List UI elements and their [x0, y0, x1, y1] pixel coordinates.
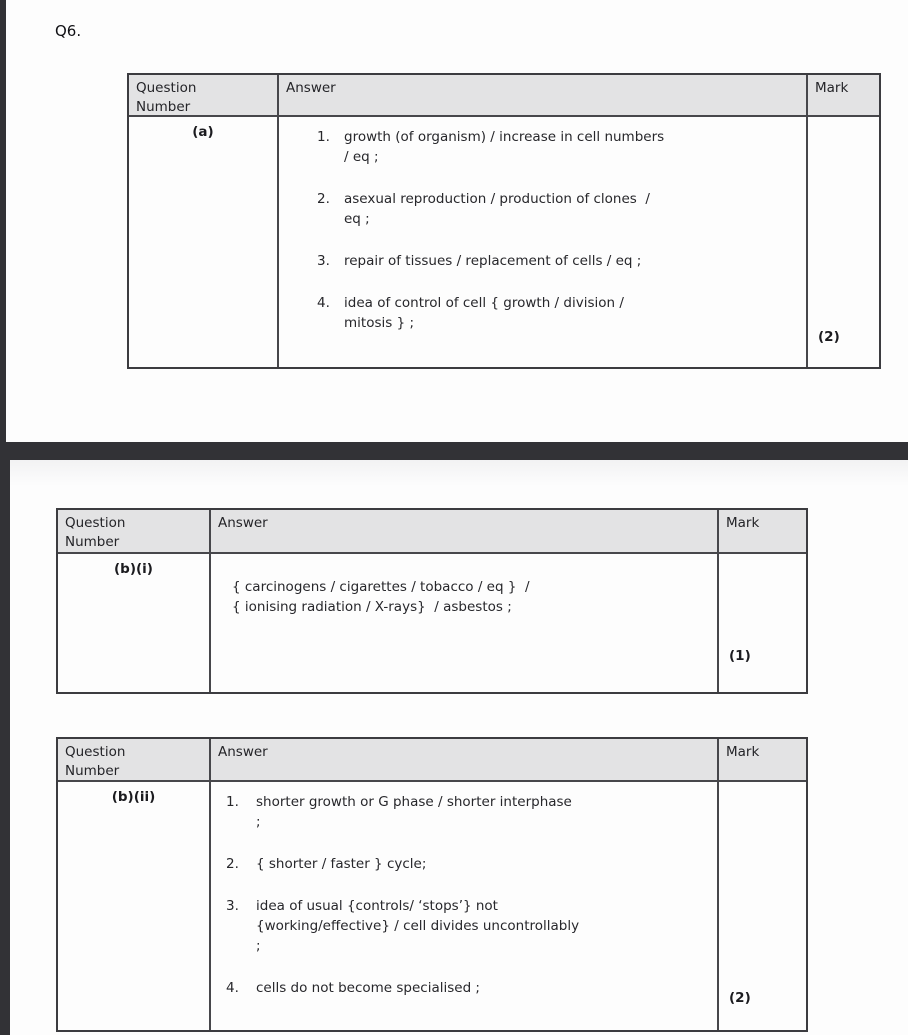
answer-item-number: 3. — [317, 253, 330, 269]
column-header-question-number: Question Number — [58, 739, 211, 782]
answer-item-number: 1. — [317, 129, 330, 145]
answer-item-text: growth (of organism) / increase in cell numbers / eq ; — [344, 129, 665, 165]
answer-item-number: 1. — [226, 794, 239, 810]
answer-item — [226, 854, 717, 874]
answer-item-text: repair of tissues / replacement of cells / eq ; — [344, 253, 642, 269]
mark-cell: (1) — [729, 648, 751, 664]
answer-item — [317, 293, 806, 333]
column-header-mark: Mark — [808, 75, 879, 117]
column-header-question-number: Question Number — [129, 75, 279, 117]
mark-scheme-table-bi — [56, 508, 808, 694]
question-number-cell: (b)(ii) — [58, 782, 211, 1030]
answer-list — [211, 782, 717, 998]
column-header-mark: Mark — [719, 739, 806, 782]
answer-line: { carcinogens / cigarettes / tobacco / eq } / — [232, 579, 530, 595]
answer-item-number: 2. — [226, 856, 239, 872]
page-2 — [10, 460, 908, 1035]
answer-item — [317, 251, 806, 271]
answer-item-number: 2. — [317, 191, 330, 207]
answer-item — [317, 127, 806, 167]
answer-item-text: shorter growth or G phase / shorter interphase ; — [256, 794, 572, 830]
answer-item-number: 3. — [226, 898, 239, 914]
answer-item — [226, 792, 717, 832]
column-header-answer: Answer — [279, 75, 808, 117]
answer-line: { ionising radiation / X-rays} / asbestos ; — [232, 599, 512, 615]
mark-cell: (2) — [729, 990, 751, 1006]
answer-cell — [211, 782, 719, 1030]
answer-item — [317, 189, 806, 229]
mark-cell: (2) — [818, 329, 840, 345]
question-label: Q6. — [55, 22, 82, 40]
question-number-cell: (a) — [129, 117, 279, 367]
question-number-cell: (b)(i) — [58, 554, 211, 692]
mark-scheme-table-a — [127, 73, 881, 369]
column-header-question-number: Question Number — [58, 510, 211, 554]
answer-item-text: asexual reproduction / production of clones / eq ; — [344, 191, 650, 227]
answer-item-text: idea of control of cell { growth / division / mitosis } ; — [344, 295, 624, 331]
answer-text — [211, 554, 717, 617]
answer-item — [226, 896, 717, 956]
answer-item-number: 4. — [226, 980, 239, 996]
column-header-mark: Mark — [719, 510, 806, 554]
answer-item — [226, 978, 717, 998]
answer-cell — [211, 554, 719, 692]
answer-item-text: idea of usual {controls/ ‘stops’} not {working/effective} / cell divides uncontrollably ; — [256, 898, 580, 954]
mark-scheme-table-bii — [56, 737, 808, 1032]
column-header-answer: Answer — [211, 510, 719, 554]
answer-item-text: { shorter / faster } cycle; — [256, 856, 427, 872]
page-1 — [6, 0, 908, 442]
answer-item-number: 4. — [317, 295, 330, 311]
answer-item-text: cells do not become specialised ; — [256, 980, 480, 996]
column-header-answer: Answer — [211, 739, 719, 782]
answer-list — [279, 117, 806, 333]
answer-cell — [279, 117, 808, 367]
